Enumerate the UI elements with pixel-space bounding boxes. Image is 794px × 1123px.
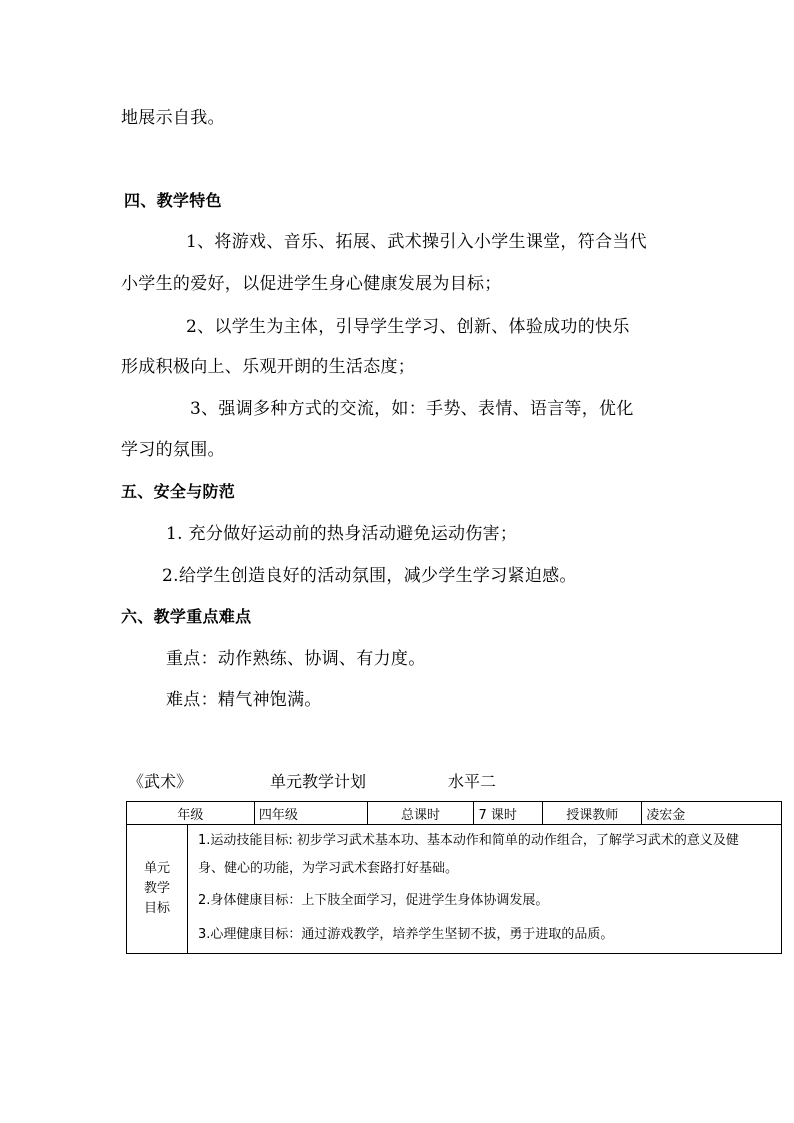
- plan-goals-row: [127, 825, 782, 954]
- plan-header-row: [127, 802, 782, 825]
- intro-tail: 地展示自我。: [121, 108, 225, 128]
- teacher-value: 凌宏金: [642, 802, 782, 825]
- plan-title-course: 《武术》: [128, 772, 193, 791]
- unit-plan-table: [126, 801, 782, 954]
- goal-motor-skill-line1: 1.运动技能目标: 初步学习武术基本功、基本动作和简单的动作组合，了解学习武术的意义及健: [197, 833, 739, 848]
- goals-label-text: 单元教学目标: [143, 861, 170, 916]
- goal-physical-health: 2.身体健康目标：上下肢全面学习，促进学生身体协调发展。: [197, 893, 549, 908]
- grade-label: 年级: [127, 802, 255, 825]
- section4-item2-line2: 形成积极向上、乐观开朗的生活态度；: [121, 357, 416, 377]
- goal-mental-health: 3.心理健康目标：通过游戏教学，培养学生坚韧不拔，勇于进取的品质。: [197, 927, 614, 942]
- hours-label: 总课时: [367, 802, 474, 825]
- section4-heading: 四、教学特色: [124, 191, 222, 210]
- teacher-label: 授课教师: [543, 802, 642, 825]
- section4-item1-line1: 1、将游戏、音乐、拓展、武术操引入小学生课堂，符合当代: [186, 232, 647, 252]
- grade-value: 四年级: [254, 802, 367, 825]
- section4-item2-line1: 2、以学生为主体，引导学生学习、创新、体验成功的快乐: [186, 317, 630, 337]
- plan-title-plan: 单元教学计划: [270, 772, 367, 791]
- section6-heading: 六、教学重点难点: [121, 607, 252, 626]
- hours-value: 7 课时: [474, 802, 543, 825]
- section5-heading: 五、安全与防范: [121, 482, 236, 501]
- section4-item3-line2: 学习的氛围。: [121, 440, 225, 460]
- goals-label: [127, 825, 188, 954]
- section6-key-point: 重点：动作熟练、协调、有力度。: [166, 649, 426, 669]
- section4-item1-line2: 小学生的爱好，以促进学生身心健康发展为目标；: [121, 274, 502, 294]
- section6-difficulty: 难点：精气神饱满。: [166, 690, 322, 710]
- goals-content: [187, 825, 781, 954]
- section5-item2: 2.给学生创造良好的活动氛围，减少学生学习紧迫感。: [162, 566, 577, 586]
- goal-motor-skill-line2: 身、健心的功能，为学习武术套路打好基础。: [197, 861, 458, 876]
- plan-title-level: 水平二: [448, 772, 497, 791]
- section5-item1: 1. 充分做好运动前的热身活动避免运动伤害；: [166, 524, 518, 544]
- section4-item3-line1: 3、强调多种方式的交流，如：手势、表情、语言等，优化: [190, 399, 634, 419]
